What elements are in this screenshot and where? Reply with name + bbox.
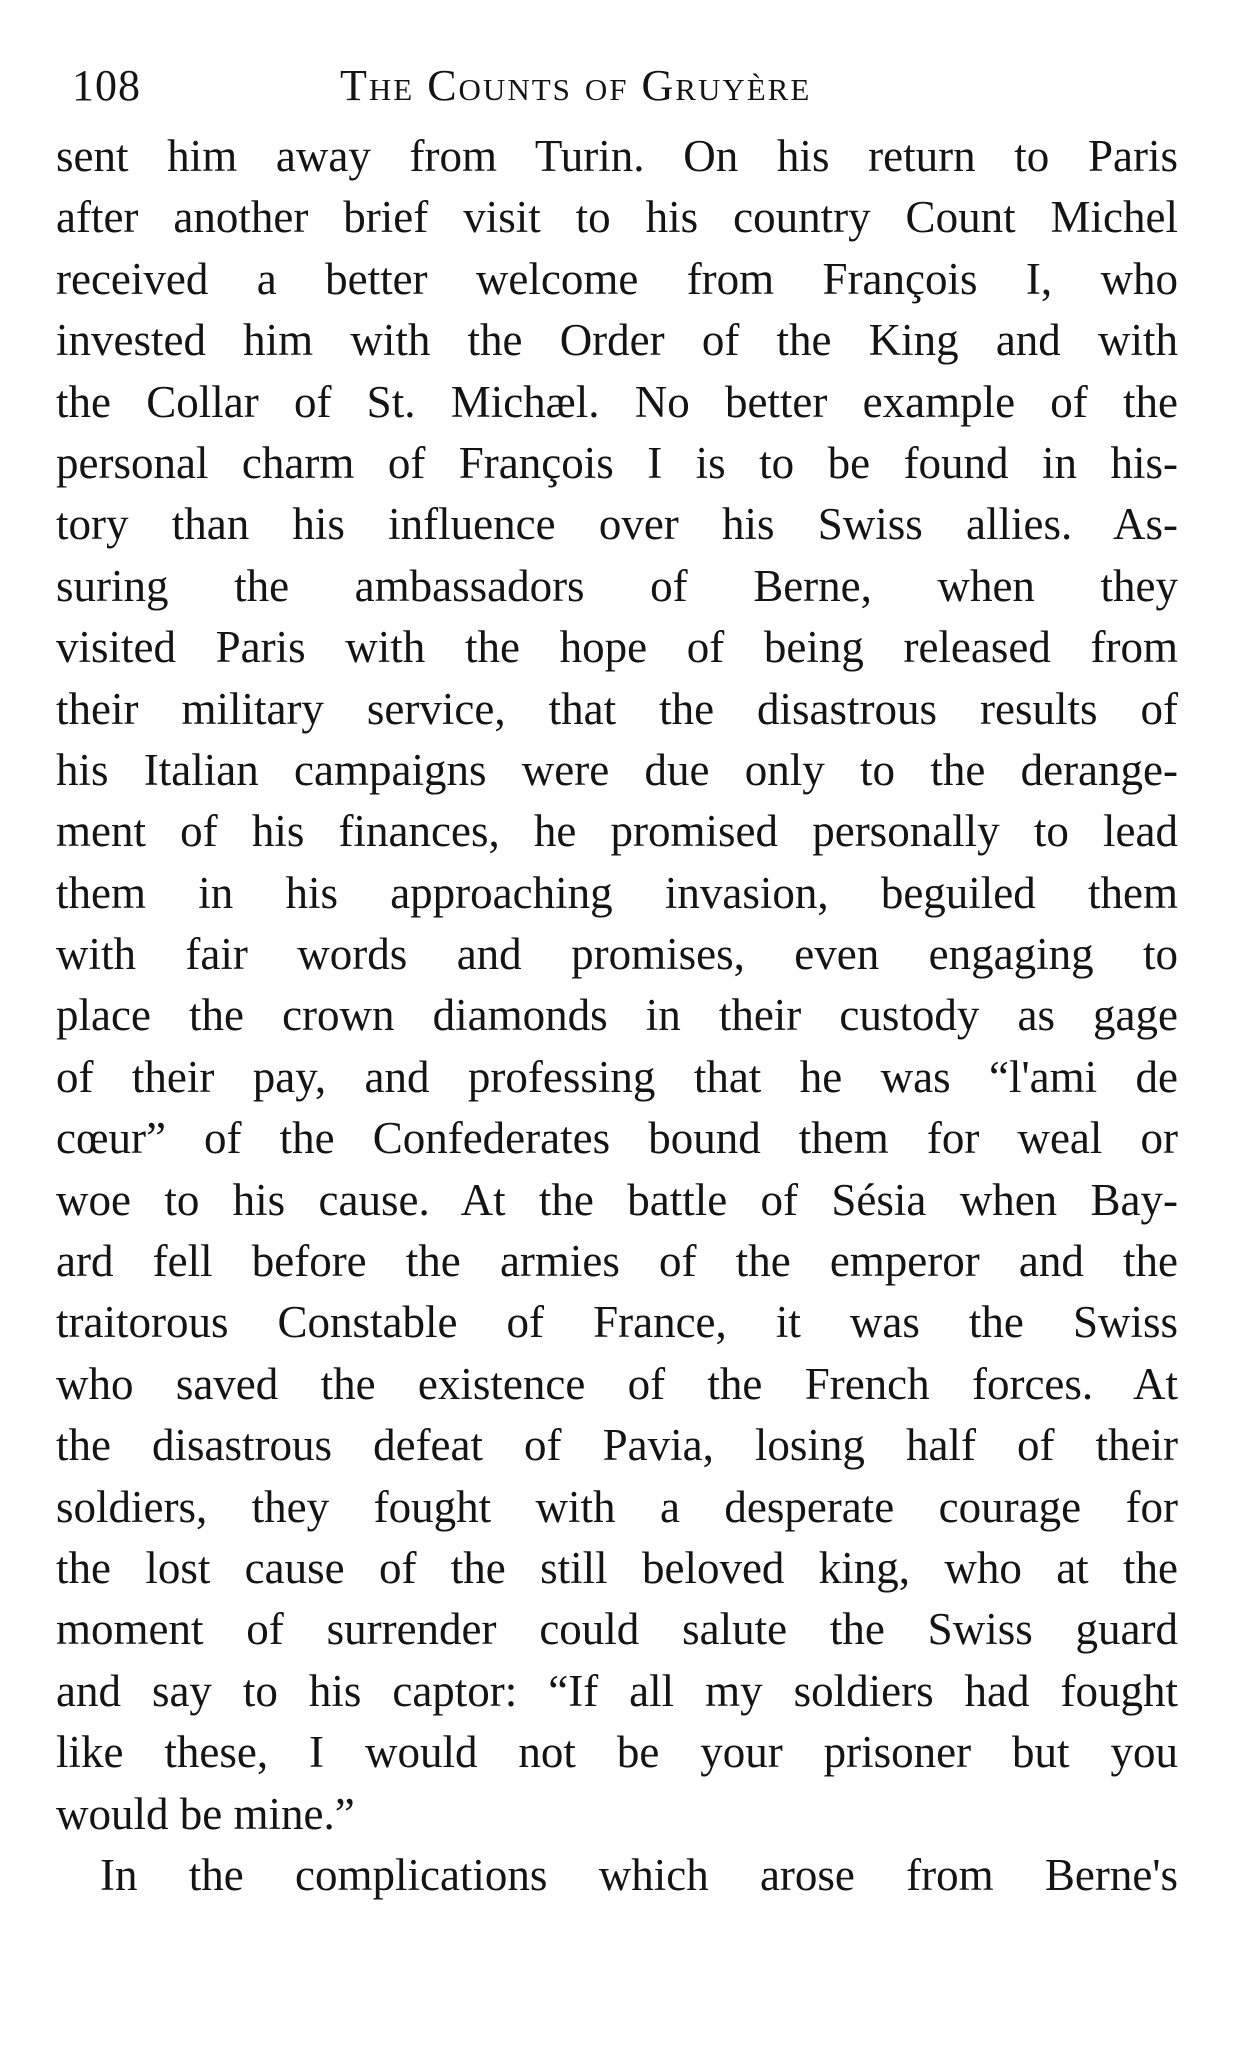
text-line: their military service, that the disastrous results of — [56, 683, 1178, 734]
text-line: the lost cause of the still beloved king, who at the — [56, 1542, 1178, 1593]
text-line: sent him away from Turin. On his return to Paris — [56, 131, 1178, 181]
text-line: of their pay, and professing that he was “l'ami de — [56, 1051, 1178, 1102]
running-head — [72, 60, 1182, 120]
text-line: and say to his captor: “If all my soldiers had fought — [56, 1665, 1178, 1716]
text-line: who saved the existence of the French forces. At — [56, 1358, 1178, 1409]
text-line: suring the ambassadors of Berne, when they — [56, 560, 1178, 611]
text-line: invested him with the Order of the King and with — [56, 315, 1178, 366]
text-line: moment of surrender could salute the Swiss guard — [56, 1604, 1178, 1655]
text-line: tory than his influence over his Swiss allies. As- — [56, 499, 1178, 550]
text-line: his Italian campaigns were due only to the derange- — [56, 744, 1178, 795]
running-title: The Counts of Gruyère — [340, 61, 812, 110]
text-line: the disastrous defeat of Pavia, losing half of their — [56, 1420, 1178, 1471]
text-line: woe to his cause. At the battle of Sésia when Bay- — [56, 1174, 1178, 1225]
text-line: with fair words and promises, even engaging to — [56, 929, 1178, 980]
text-line: them in his approaching invasion, beguiled them — [56, 867, 1178, 918]
text-line: ard fell before the armies of the emperor and the — [56, 1236, 1178, 1287]
text-line: visited Paris with the hope of being released from — [56, 622, 1178, 673]
text-line: like these, I would not be your prisoner but you — [56, 1727, 1178, 1778]
text-line: would be mine.” — [56, 1788, 355, 1839]
text-line: personal charm of François I is to be found in his- — [56, 437, 1178, 488]
text-line: received a better welcome from François I, who — [56, 253, 1178, 304]
text-line: traitorous Constable of France, it was the Swiss — [56, 1297, 1178, 1348]
text-line: ment of his finances, he promised personally to lead — [56, 806, 1178, 857]
text-line: cœur” of the Confederates bound them for weal or — [56, 1113, 1178, 1164]
body-text — [56, 126, 1178, 1906]
text-line: place the crown diamonds in their custody as gage — [56, 990, 1178, 1041]
text-line: soldiers, they fought with a desperate courage for — [56, 1481, 1178, 1532]
text-line: after another brief visit to his country Count Michel — [56, 192, 1178, 243]
page-number: 108 — [72, 61, 141, 110]
text-line: the Collar of St. Michæl. No better example of the — [56, 376, 1178, 427]
paragraph-first-line: In the complications which arose from Berne's — [100, 1849, 1178, 1900]
